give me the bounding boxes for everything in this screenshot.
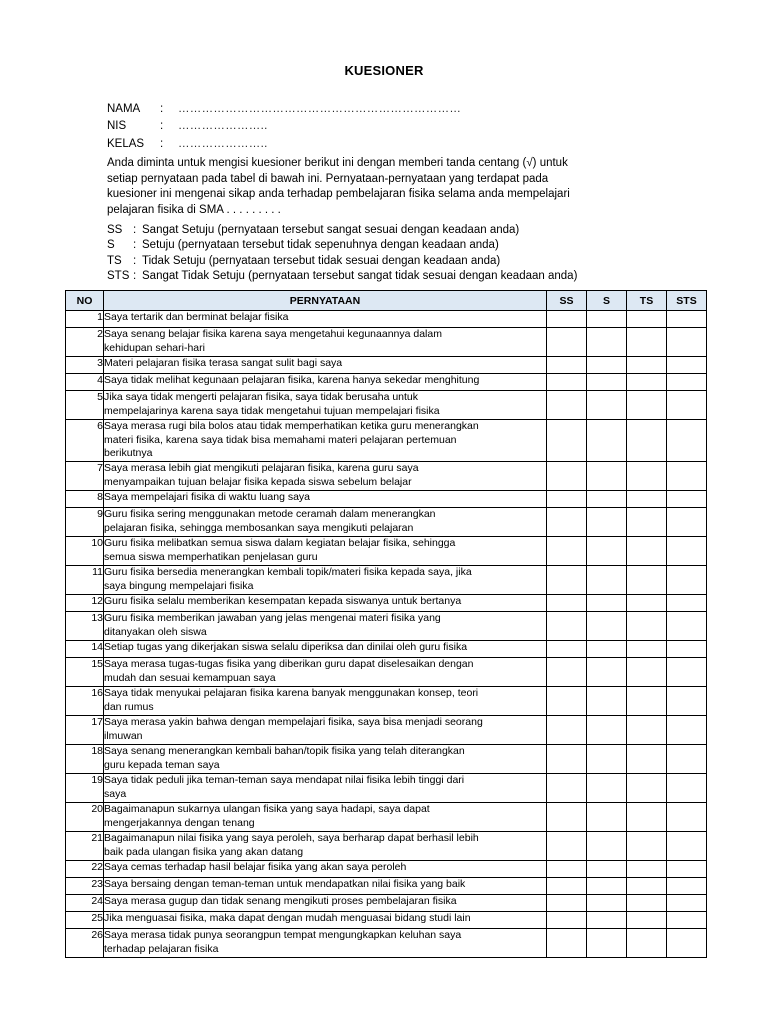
answer-cell-ss[interactable] <box>547 357 587 374</box>
statement-cell <box>104 328 547 357</box>
table-row <box>66 912 707 929</box>
statement-line: saya <box>104 787 127 800</box>
answer-cell-s[interactable] <box>587 328 627 357</box>
row-number: 2 <box>66 328 104 357</box>
answer-cell-ss[interactable] <box>547 687 587 716</box>
answer-cell-ss[interactable] <box>547 832 587 861</box>
identity-class-row <box>107 135 461 153</box>
questionnaire-table <box>65 290 707 958</box>
statement-cell <box>104 391 547 420</box>
answer-cell-ss[interactable] <box>547 374 587 391</box>
answer-cell-ts[interactable] <box>627 612 667 641</box>
answer-cell-ts[interactable] <box>627 745 667 774</box>
statement-line: semua siswa memperhatikan penjelasan guru <box>104 550 318 563</box>
answer-cell-ss[interactable] <box>547 658 587 687</box>
answer-cell-ss[interactable] <box>547 537 587 566</box>
row-number: 19 <box>66 774 104 803</box>
answer-cell-ts[interactable] <box>627 832 667 861</box>
row-number: 4 <box>66 374 104 391</box>
answer-cell-sts[interactable] <box>667 774 707 803</box>
answer-cell-sts[interactable] <box>667 878 707 895</box>
answer-cell-sts[interactable] <box>667 374 707 391</box>
statement-cell <box>104 912 547 929</box>
statement-line: Bagaimanapun sukarnya ulangan fisika yang saya hadapi, saya dapat <box>104 803 430 815</box>
legend-text: Tidak Setuju (pernyataan tersebut tidak sesuai dengan keadaan anda) <box>142 254 501 267</box>
answer-cell-s[interactable] <box>587 658 627 687</box>
answer-cell-s[interactable] <box>587 391 627 420</box>
table-row <box>66 895 707 912</box>
statement-cell <box>104 420 547 462</box>
answer-cell-ts[interactable] <box>627 774 667 803</box>
statement-line: Jika saya tidak mengerti pelajaran fisika, saya tidak berusaha untuk <box>104 391 419 403</box>
answer-cell-ss[interactable] <box>547 595 587 612</box>
name-fill-line[interactable]: ……………………………………………………………… <box>178 102 462 115</box>
statement-cell <box>104 491 547 508</box>
statement-line: mudah dan sesuai kemampuan saya <box>104 671 276 684</box>
statement-line: Guru fisika memberikan jawaban yang jelas mengenai materi fisika yang <box>104 612 441 624</box>
answer-cell-sts[interactable] <box>667 566 707 595</box>
answer-cell-ss[interactable] <box>547 508 587 537</box>
row-number: 8 <box>66 491 104 508</box>
statement-line: guru kepada teman saya <box>104 758 220 771</box>
answer-cell-sts[interactable] <box>667 803 707 832</box>
header-sts: STS <box>667 291 707 311</box>
answer-cell-s[interactable] <box>587 641 627 658</box>
answer-scale-legend <box>107 222 577 284</box>
statement-line: Jika menguasai fisika, maka dapat dengan mudah menguasai bidang studi lain <box>104 912 471 924</box>
answer-cell-s[interactable] <box>587 774 627 803</box>
instructions-line: Anda diminta untuk mengisi kuesioner berikut ini dengan memberi tanda centang (√) untuk <box>107 157 568 169</box>
identity-colon: : <box>160 120 164 133</box>
statement-cell <box>104 929 547 958</box>
header-no: NO <box>66 291 104 311</box>
answer-cell-s[interactable] <box>587 566 627 595</box>
answer-cell-sts[interactable] <box>667 491 707 508</box>
legend-text: Setuju (pernyataan tersebut tidak sepenuhnya dengan keadaan anda) <box>142 239 499 252</box>
statement-line: Saya tidak menyukai pelajaran fisika karena banyak menggunakan konsep, teori <box>104 687 479 699</box>
table-row <box>66 803 707 832</box>
row-number: 14 <box>66 641 104 658</box>
answer-cell-s[interactable] <box>587 537 627 566</box>
legend-colon: : <box>133 254 137 267</box>
instructions-paragraph <box>107 156 627 218</box>
answer-cell-s[interactable] <box>587 612 627 641</box>
legend-item <box>107 238 577 254</box>
answer-cell-s[interactable] <box>587 878 627 895</box>
statement-cell <box>104 878 547 895</box>
answer-cell-s[interactable] <box>587 803 627 832</box>
row-number: 24 <box>66 895 104 912</box>
answer-cell-sts[interactable] <box>667 658 707 687</box>
instructions-line: kuesioner ini mengenai sikap anda terhadap pembelajaran fisika selama anda mempelajari <box>107 188 570 200</box>
row-number: 12 <box>66 595 104 612</box>
statement-line: Saya tidak melihat kegunaan pelajaran fisika, karena hanya sekedar menghitung <box>104 374 480 386</box>
answer-cell-sts[interactable] <box>667 745 707 774</box>
answer-cell-ts[interactable] <box>627 595 667 612</box>
answer-cell-ts[interactable] <box>627 537 667 566</box>
statement-line: ditanyakan oleh siswa <box>104 625 207 638</box>
answer-cell-ss[interactable] <box>547 462 587 491</box>
table-row <box>66 374 707 391</box>
table-row <box>66 832 707 861</box>
statement-cell <box>104 374 547 391</box>
answer-cell-s[interactable] <box>587 912 627 929</box>
answer-cell-s[interactable] <box>587 357 627 374</box>
answer-cell-ss[interactable] <box>547 929 587 958</box>
legend-item <box>107 269 577 285</box>
table-row <box>66 878 707 895</box>
legend-code: S <box>107 239 115 252</box>
statement-cell <box>104 612 547 641</box>
row-number: 21 <box>66 832 104 861</box>
table-row <box>66 311 707 328</box>
answer-cell-s[interactable] <box>587 716 627 745</box>
answer-cell-ts[interactable] <box>627 895 667 912</box>
statement-cell <box>104 803 547 832</box>
answer-cell-sts[interactable] <box>667 612 707 641</box>
answer-cell-sts[interactable] <box>667 687 707 716</box>
table-row <box>66 508 707 537</box>
statement-line: berikutnya <box>104 447 153 460</box>
row-number: 26 <box>66 929 104 958</box>
table-row <box>66 641 707 658</box>
answer-cell-sts[interactable] <box>667 537 707 566</box>
statement-cell <box>104 658 547 687</box>
answer-cell-ss[interactable] <box>547 328 587 357</box>
statement-cell <box>104 895 547 912</box>
answer-cell-ss[interactable] <box>547 912 587 929</box>
answer-cell-ss[interactable] <box>547 895 587 912</box>
statement-line: Saya merasa lebih giat mengikuti pelajaran fisika, karena guru saya <box>104 462 419 474</box>
answer-cell-ss[interactable] <box>547 878 587 895</box>
statement-line: pelajaran fisika, sehingga membosankan saya mengikuti pelajaran <box>104 521 414 534</box>
identity-colon: : <box>160 137 164 150</box>
answer-cell-ts[interactable] <box>627 803 667 832</box>
answer-cell-ss[interactable] <box>547 491 587 508</box>
table-row <box>66 537 707 566</box>
legend-text: Sangat Setuju (pernyataan tersebut sangat sesuai dengan keadaan anda) <box>142 223 520 236</box>
legend-text: Sangat Tidak Setuju (pernyataan tersebut sangat tidak sesuai dengan keadaan anda) <box>142 270 578 283</box>
table-row <box>66 357 707 374</box>
statement-cell <box>104 537 547 566</box>
identity-colon: : <box>160 102 164 115</box>
statement-line: mempelajarinya karena saya tidak mengetahui tujuan mempelajari fisika <box>104 404 440 417</box>
row-number: 15 <box>66 658 104 687</box>
row-number: 11 <box>66 566 104 595</box>
statement-line: saya bingung mempelajari fisika <box>104 579 254 592</box>
class-fill-line[interactable]: ………………….. <box>178 137 268 150</box>
instructions-line: pelajaran fisika di SMA . . . . . . . . . <box>107 203 281 216</box>
statement-cell <box>104 716 547 745</box>
table-row <box>66 774 707 803</box>
answer-cell-ss[interactable] <box>547 861 587 878</box>
answer-cell-ss[interactable] <box>547 641 587 658</box>
answer-cell-s[interactable] <box>587 311 627 328</box>
answer-cell-ts[interactable] <box>627 658 667 687</box>
statement-cell <box>104 357 547 374</box>
statement-cell <box>104 641 547 658</box>
answer-cell-ts[interactable] <box>627 357 667 374</box>
table-row <box>66 612 707 641</box>
row-number: 7 <box>66 462 104 491</box>
statement-line: Saya merasa tidak punya seorangpun tempat mengungkapkan keluhan saya <box>104 929 462 941</box>
statement-line: terhadap pelajaran fisika <box>104 942 219 955</box>
row-number: 1 <box>66 311 104 328</box>
header-statement: PERNYATAAN <box>104 291 547 311</box>
statement-line: Guru fisika bersedia menerangkan kembali topik/materi fisika kepada saya, jika <box>104 566 472 578</box>
answer-cell-ts[interactable] <box>627 311 667 328</box>
statement-cell <box>104 774 547 803</box>
statement-cell <box>104 508 547 537</box>
header-s: S <box>587 291 627 311</box>
row-number: 18 <box>66 745 104 774</box>
statement-line: Saya bersaing dengan teman-teman untuk mendapatkan nilai fisika yang baik <box>104 878 466 890</box>
row-number: 6 <box>66 420 104 462</box>
questionnaire-body <box>66 311 707 958</box>
answer-cell-sts[interactable] <box>667 895 707 912</box>
row-number: 25 <box>66 912 104 929</box>
statement-line: Saya merasa yakin bahwa dengan mempelajari fisika, saya bisa menjadi seorang <box>104 716 483 728</box>
header-ss: SS <box>547 291 587 311</box>
row-number: 16 <box>66 687 104 716</box>
legend-code: TS <box>107 254 122 267</box>
statement-cell <box>104 311 547 328</box>
answer-cell-ss[interactable] <box>547 566 587 595</box>
identity-label: KELAS <box>107 137 145 150</box>
legend-code: SS <box>107 223 123 236</box>
table-row <box>66 462 707 491</box>
answer-cell-ts[interactable] <box>627 374 667 391</box>
answer-cell-sts[interactable] <box>667 357 707 374</box>
answer-cell-sts[interactable] <box>667 311 707 328</box>
answer-cell-ss[interactable] <box>547 716 587 745</box>
answer-cell-sts[interactable] <box>667 861 707 878</box>
statement-line: Saya senang menerangkan kembali bahan/topik fisika yang telah diterangkan <box>104 745 465 757</box>
answer-cell-ts[interactable] <box>627 716 667 745</box>
answer-cell-sts[interactable] <box>667 641 707 658</box>
answer-cell-sts[interactable] <box>667 420 707 462</box>
row-number: 9 <box>66 508 104 537</box>
instructions-line: setiap pernyataan pada tabel di bawah ini. Pernyataan-pernyataan yang terdapat pada <box>107 172 549 185</box>
answer-cell-ss[interactable] <box>547 311 587 328</box>
statement-line: Saya merasa rugi bila bolos atau tidak memperhatikan ketika guru menerangkan <box>104 420 479 432</box>
header-ts: TS <box>627 291 667 311</box>
statement-line: baik pada ulangan fisika yang akan datang <box>104 845 304 858</box>
answer-cell-ss[interactable] <box>547 745 587 774</box>
answer-cell-ts[interactable] <box>627 861 667 878</box>
row-number: 5 <box>66 391 104 420</box>
answer-cell-ts[interactable] <box>627 912 667 929</box>
answer-cell-s[interactable] <box>587 745 627 774</box>
statement-line: mengerjakannya dengan tenang <box>104 816 255 829</box>
statement-line: Bagaimanapun nilai fisika yang saya peroleh, saya berharap dapat berhasil lebih <box>104 832 479 844</box>
answer-cell-ss[interactable] <box>547 612 587 641</box>
row-number: 20 <box>66 803 104 832</box>
table-row <box>66 491 707 508</box>
statement-line: Saya mempelajari fisika di waktu luang saya <box>104 491 311 503</box>
statement-cell <box>104 462 547 491</box>
answer-cell-ts[interactable] <box>627 491 667 508</box>
identity-nis-row <box>107 118 461 136</box>
answer-cell-s[interactable] <box>587 374 627 391</box>
answer-cell-s[interactable] <box>587 462 627 491</box>
table-row <box>66 861 707 878</box>
legend-colon: : <box>133 223 137 236</box>
table-row <box>66 687 707 716</box>
answer-cell-ss[interactable] <box>547 420 587 462</box>
answer-cell-ts[interactable] <box>627 508 667 537</box>
answer-cell-ts[interactable] <box>627 878 667 895</box>
statement-cell <box>104 687 547 716</box>
answer-cell-ts[interactable] <box>627 687 667 716</box>
statement-line: Saya cemas terhadap hasil belajar fisika yang akan saya peroleh <box>104 861 407 873</box>
statement-line: Saya senang belajar fisika karena saya mengetahui kegunaannya dalam <box>104 328 442 340</box>
answer-cell-s[interactable] <box>587 595 627 612</box>
identity-label: NIS <box>107 120 127 133</box>
statement-line: Guru fisika melibatkan semua siswa dalam kegiatan belajar fisika, sehingga <box>104 537 456 549</box>
statement-line: materi fisika, karena saya tidak bisa memahami materi pelajaran pertemuan <box>104 433 457 446</box>
answer-cell-sts[interactable] <box>667 716 707 745</box>
statement-cell <box>104 595 547 612</box>
answer-cell-s[interactable] <box>587 491 627 508</box>
answer-cell-ss[interactable] <box>547 774 587 803</box>
statement-cell <box>104 566 547 595</box>
table-header-row <box>66 291 707 311</box>
statement-line: Saya merasa gugup dan tidak senang mengikuti proses pembelajaran fisika <box>104 895 457 907</box>
statement-line: Saya tertarik dan berminat belajar fisika <box>104 311 289 323</box>
legend-colon: : <box>133 239 137 252</box>
row-number: 10 <box>66 537 104 566</box>
answer-cell-s[interactable] <box>587 929 627 958</box>
answer-cell-sts[interactable] <box>667 929 707 958</box>
legend-item <box>107 253 577 269</box>
answer-cell-ts[interactable] <box>627 328 667 357</box>
answer-cell-ts[interactable] <box>627 420 667 462</box>
identity-label: NAMA <box>107 102 141 115</box>
answer-cell-ts[interactable] <box>627 566 667 595</box>
table-row <box>66 745 707 774</box>
table-row <box>66 658 707 687</box>
answer-cell-sts[interactable] <box>667 595 707 612</box>
answer-cell-sts[interactable] <box>667 328 707 357</box>
table-row <box>66 929 707 958</box>
answer-cell-s[interactable] <box>587 832 627 861</box>
answer-cell-s[interactable] <box>587 861 627 878</box>
table-row <box>66 391 707 420</box>
statement-cell <box>104 832 547 861</box>
statement-cell <box>104 745 547 774</box>
statement-line: Setiap tugas yang dikerjakan siswa selalu diperiksa dan dinilai oleh guru fisika <box>104 641 468 653</box>
answer-cell-s[interactable] <box>587 687 627 716</box>
page-title: KUESIONER <box>344 63 424 78</box>
answer-cell-sts[interactable] <box>667 508 707 537</box>
statement-line: Saya tidak peduli jika teman-teman saya mendapat nilai fisika lebih tinggi dari <box>104 774 465 786</box>
answer-cell-s[interactable] <box>587 420 627 462</box>
table-row <box>66 566 707 595</box>
table-row <box>66 420 707 462</box>
answer-cell-s[interactable] <box>587 895 627 912</box>
statement-line: ilmuwan <box>104 729 143 742</box>
legend-item <box>107 222 577 238</box>
table-row <box>66 716 707 745</box>
identity-name-row <box>107 100 461 118</box>
answer-cell-sts[interactable] <box>667 462 707 491</box>
answer-cell-sts[interactable] <box>667 391 707 420</box>
statement-line: kehidupan sehari-hari <box>104 341 205 354</box>
table-row <box>66 595 707 612</box>
answer-cell-ts[interactable] <box>627 391 667 420</box>
answer-cell-ts[interactable] <box>627 929 667 958</box>
table-row <box>66 328 707 357</box>
statement-line: Guru fisika sering menggunakan metode ceramah dalam menerangkan <box>104 508 436 520</box>
answer-cell-sts[interactable] <box>667 832 707 861</box>
answer-cell-ss[interactable] <box>547 803 587 832</box>
row-number: 13 <box>66 612 104 641</box>
answer-cell-ts[interactable] <box>627 641 667 658</box>
statement-line: Guru fisika selalu memberikan kesempatan kepada siswanya untuk bertanya <box>104 595 462 607</box>
statement-line: Saya merasa tugas-tugas fisika yang diberikan guru dapat diselesaikan dengan <box>104 658 474 670</box>
legend-colon: : <box>133 270 137 283</box>
statement-line: menyampaikan tujuan belajar fisika kepada siswa sebelum belajar <box>104 475 412 488</box>
answer-cell-s[interactable] <box>587 508 627 537</box>
row-number: 23 <box>66 878 104 895</box>
student-identity-block <box>107 100 461 153</box>
statement-cell <box>104 861 547 878</box>
nis-fill-line[interactable]: ………………….. <box>178 120 268 133</box>
row-number: 3 <box>66 357 104 374</box>
answer-cell-ss[interactable] <box>547 391 587 420</box>
answer-cell-ts[interactable] <box>627 462 667 491</box>
answer-cell-sts[interactable] <box>667 912 707 929</box>
row-number: 22 <box>66 861 104 878</box>
row-number: 17 <box>66 716 104 745</box>
statement-line: Materi pelajaran fisika terasa sangat sulit bagi saya <box>104 357 343 369</box>
legend-code: STS <box>107 270 130 283</box>
statement-line: dan rumus <box>104 700 154 713</box>
